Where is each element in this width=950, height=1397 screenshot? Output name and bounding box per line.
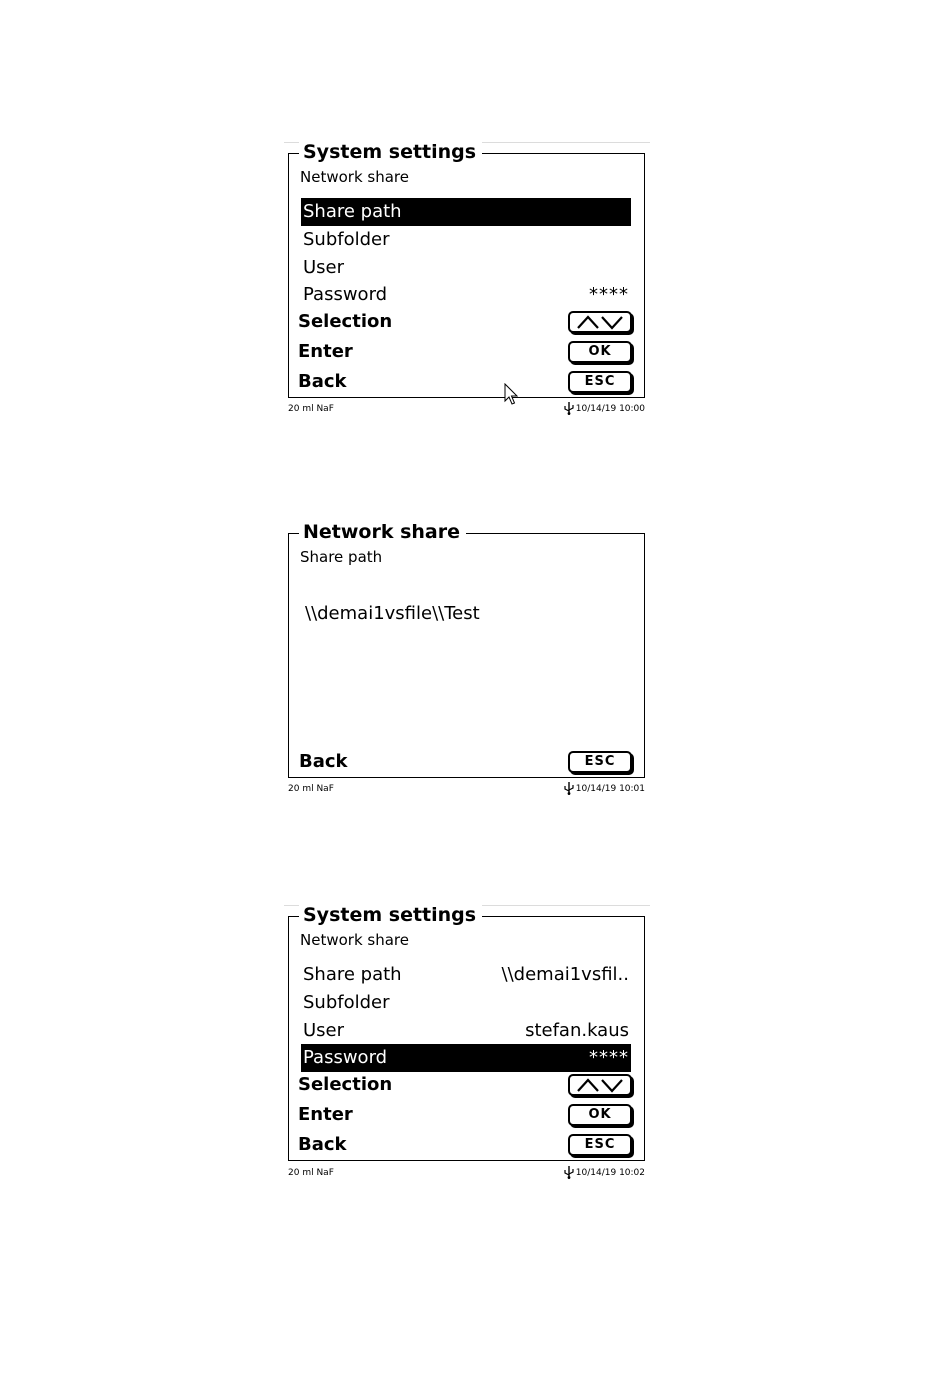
- title-tick: [288, 533, 295, 539]
- action-label: Enter: [298, 1104, 353, 1125]
- screen-title: Network share: [299, 520, 466, 544]
- menu-item-label: Subfolder: [303, 992, 390, 1013]
- screen-network-share: [288, 521, 645, 778]
- menu-item-value: \\demai1vsfil..: [501, 964, 629, 985]
- action-selection: [298, 308, 632, 338]
- screen-subtitle: Share path: [300, 548, 383, 566]
- esc-key-button[interactable]: ESC: [568, 371, 632, 393]
- method-name: 20 ml NaF: [288, 784, 334, 794]
- action-label: Selection: [298, 311, 393, 332]
- screen-title: System settings: [299, 140, 482, 164]
- action-back: [298, 1131, 632, 1161]
- status-right: [564, 402, 645, 416]
- menu-item-share-path[interactable]: [301, 961, 631, 989]
- usb-icon: [564, 402, 574, 415]
- menu-item-subfolder[interactable]: [301, 989, 631, 1017]
- menu-item-label: Share path: [303, 964, 402, 985]
- updown-key-button[interactable]: [568, 1074, 632, 1096]
- menu-item-label: Share path: [303, 201, 402, 222]
- status-bar: [288, 402, 645, 416]
- menu-item-value: ****: [589, 1047, 629, 1068]
- action-enter: [298, 1101, 632, 1131]
- title-tick: [288, 916, 295, 922]
- action-selection: [298, 1071, 632, 1101]
- action-label: Back: [298, 371, 347, 392]
- action-enter: [298, 338, 632, 368]
- ok-key-button[interactable]: OK: [568, 1104, 632, 1126]
- usb-icon: [564, 1166, 574, 1179]
- method-name: 20 ml NaF: [288, 1168, 334, 1178]
- menu-item-value: stefan.kaus: [525, 1020, 629, 1041]
- status-bar: [288, 1166, 645, 1180]
- datetime: 10/14/19 10:00: [575, 404, 645, 414]
- up-down-arrows-icon: [574, 1077, 626, 1093]
- menu-item-label: Subfolder: [303, 229, 390, 250]
- action-label: Enter: [298, 341, 353, 362]
- datetime: 10/14/19 10:01: [575, 784, 645, 794]
- menu-item-label: User: [303, 1020, 345, 1041]
- action-back: [298, 368, 632, 398]
- updown-key-button[interactable]: [568, 311, 632, 333]
- menu-item-user[interactable]: [301, 254, 631, 282]
- up-down-arrows-icon: [574, 314, 626, 330]
- mouse-pointer-icon: [504, 383, 520, 407]
- status-bar: [288, 782, 645, 796]
- status-right: [564, 782, 645, 796]
- usb-icon: [564, 782, 574, 795]
- screen-subtitle: Network share: [300, 931, 409, 949]
- screen-system-settings-2: [288, 904, 645, 1161]
- share-path-input[interactable]: \\demai1vsfile\\Test: [305, 603, 480, 624]
- datetime: 10/14/19 10:02: [575, 1168, 645, 1178]
- esc-key-button[interactable]: ESC: [568, 1134, 632, 1156]
- method-name: 20 ml NaF: [288, 404, 334, 414]
- screen-subtitle: Network share: [300, 168, 409, 186]
- menu-item-share-path[interactable]: [301, 198, 631, 226]
- menu-item-label: Password: [303, 1047, 388, 1068]
- ok-key-button[interactable]: OK: [568, 341, 632, 363]
- menu-item-user[interactable]: [301, 1017, 631, 1045]
- action-label: Back: [299, 751, 348, 772]
- action-back: [299, 748, 632, 778]
- menu-item-value: ****: [589, 284, 629, 305]
- menu-item-password[interactable]: [301, 1044, 631, 1072]
- action-label: Selection: [298, 1074, 393, 1095]
- menu-item-label: User: [303, 257, 345, 278]
- menu-item-subfolder[interactable]: [301, 226, 631, 254]
- status-right: [564, 1166, 645, 1180]
- menu-item-password[interactable]: [301, 281, 631, 309]
- screen-title: System settings: [299, 903, 482, 927]
- title-tick: [288, 153, 295, 159]
- menu-item-label: Password: [303, 284, 388, 305]
- action-label: Back: [298, 1134, 347, 1155]
- esc-key-button[interactable]: ESC: [568, 751, 632, 773]
- screen-system-settings-1: [288, 141, 645, 398]
